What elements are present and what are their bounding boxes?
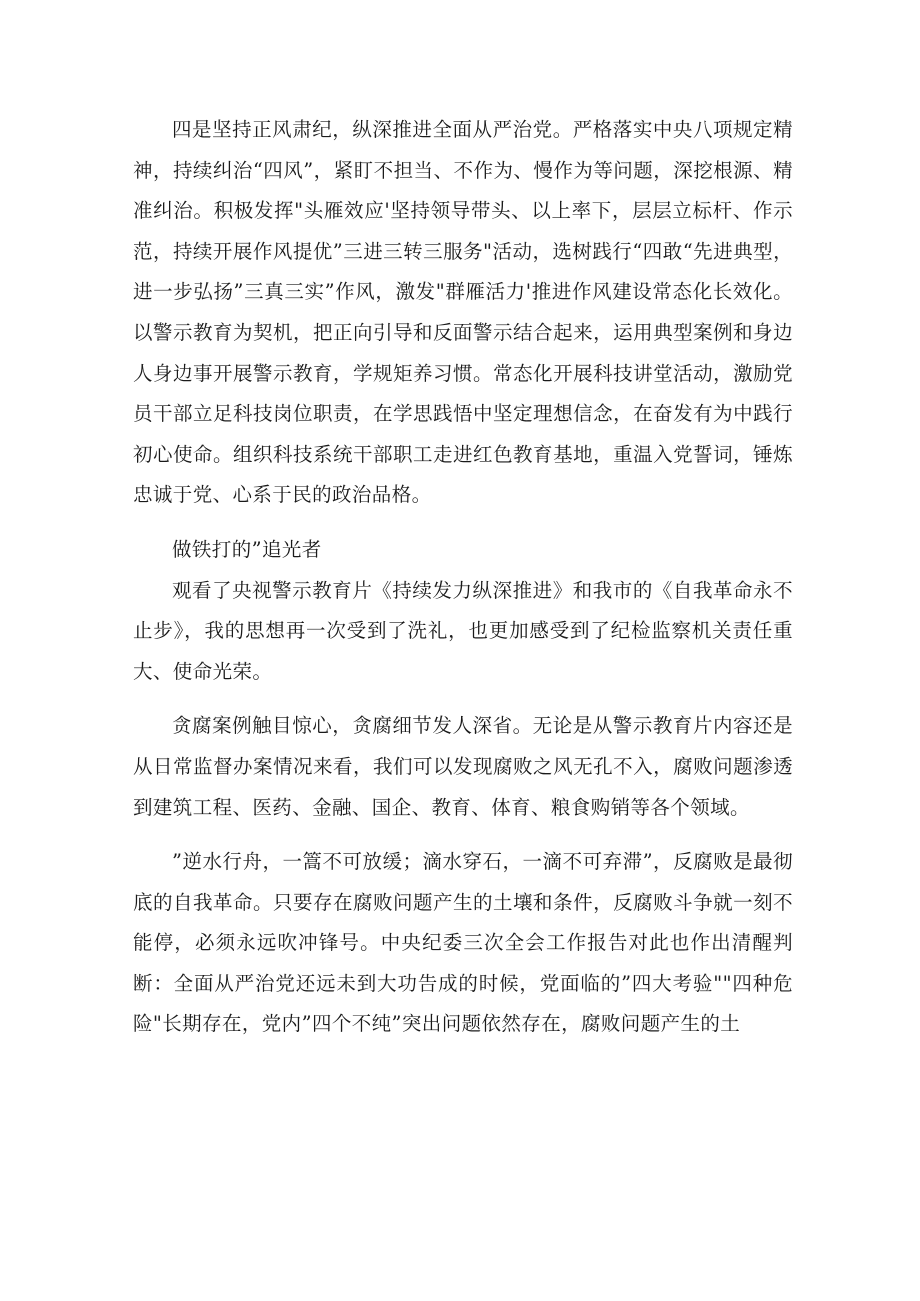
paragraph-viewing: 观看了央视警示教育片《持续发力纵深推进》和我市的《自我革命永不止步》，我的思想再一次受到了洗礼，也更加感受到了纪检监察机关责任重大、使命光荣。 [133, 578, 793, 683]
section-heading: 做铁打的”追光者 [172, 537, 322, 561]
paragraph-corruption-cases: 贪腐案例触目惊心，贪腐细节发人深省。无论是从警示教育片内容还是从日常监督办案情况来看，我们可以发现腐败之风无孔不入，腐败问题渗透到建筑工程、医药、金融、国企、教育、体育、粮食购销等各个领域。 [133, 714, 793, 819]
paragraph-discipline: 四是坚持正风肃纪，纵深推进全面从严治党。严格落实中央八项规定精神，持续纠治“四风”，紧盯不担当、不作为、慢作为等问题，深挖根源、精准纠治。积极发挥"头雁效应'坚持领导带头、以上率下，层层立标杆、作示范，持续开展作风提优”三进三转三服务"活动，选树践行“四敢“先进典型，进一步弘扬”三真三实”作风，激发"群雁活力'推进作风建设常态化长效化。以警示教育为契机，把正向引导和反面警示结合起来，运用典型案例和身边人身边事开展警示教育，学规矩养习惯。常态化开展科技讲堂活动，激励党员干部立足科技岗位职责，在学思践悟中坚定理想信念，在奋发有为中践行初心使命。组织科技系统干部职工走进红色教育基地，重温入党誓词，锤炼忠诚于党、心系于民的政治品格。 [133, 118, 793, 507]
document-body [133, 110, 793, 1045]
paragraph-self-revolution: ”逆水行舟，一篙不可放缓；滴水穿石，一滴不可弃滞”，反腐败是最彻底的自我革命。只要存在腐败问题产生的土壤和条件，反腐败斗争就一刻不能停，必须永远吹冲锋号。中央纪委三次全会工作报告对此也作出清醒判断：全面从严治党还远未到大功告成的时候，党面临的”四大考验""四种危险"长期存在，党内”四个不纯”突出问题依然存在，腐败问题产生的土 [133, 850, 793, 1036]
